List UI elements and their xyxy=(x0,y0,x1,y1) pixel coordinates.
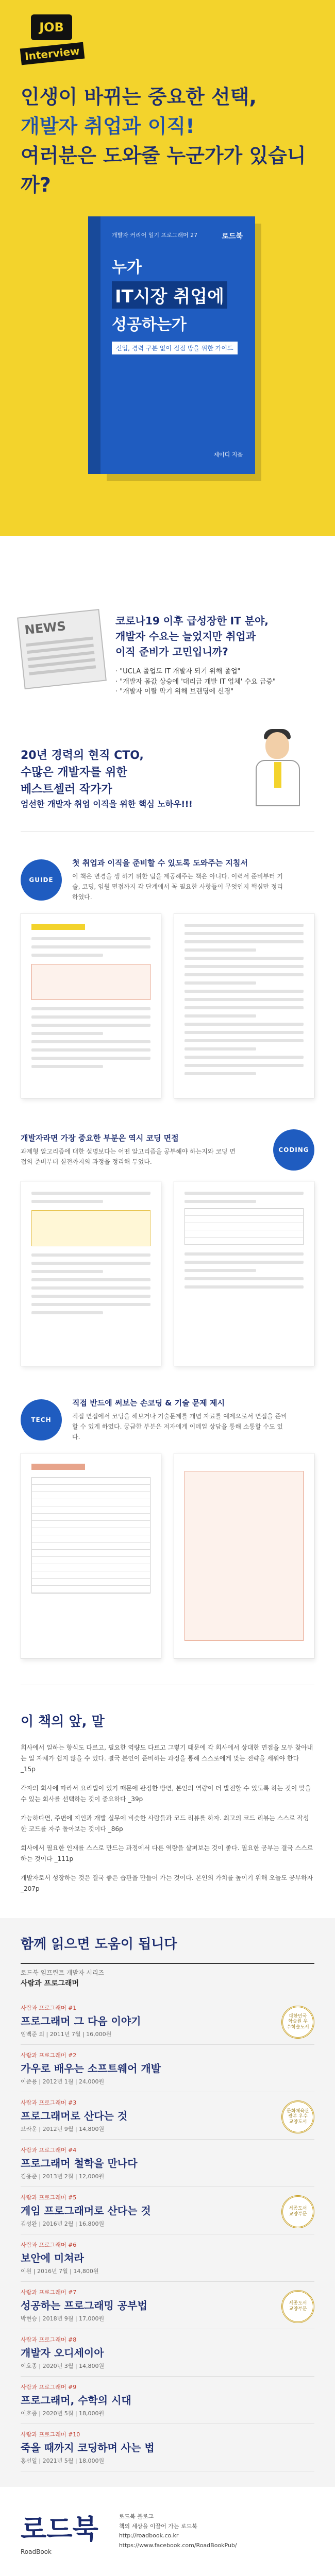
series-title: 함께 읽으면 도움이 됩니다 xyxy=(21,1936,177,1952)
intro-headline-line: 이직 준비가 고민입니까? xyxy=(115,646,228,658)
footer xyxy=(0,2487,335,2576)
series-item[interactable] xyxy=(21,2045,314,2092)
newspaper-icon xyxy=(17,609,107,689)
divider xyxy=(21,831,314,832)
feature-tech xyxy=(0,1382,335,1674)
series-item-title: 가우로 배우는 소프트웨어 개발 xyxy=(21,2062,161,2075)
intro-message xyxy=(21,747,193,810)
book-spine xyxy=(88,216,100,474)
series-item-meta: 이원 | 2016년 7월 | 14,800원 xyxy=(21,2267,99,2275)
intro-bullet: · "UCLA 졸업도 IT 개발자 되기 위해 졸업" xyxy=(115,667,276,677)
series-item[interactable] xyxy=(21,2329,314,2377)
series-item-meta: 박현승 | 2018년 9월 | 17,000원 xyxy=(21,2315,105,2322)
feature-desc: 직접 면접에서 코딩을 해보거나 기술문제를 개념 자료를 예제으로서 면접을 준비할 수 있게 하였다. 궁금한 부분은 저자에게 이메일 상담을 통해 소통할 수도 있다. xyxy=(72,1412,287,1441)
feature-coding xyxy=(0,1114,335,1382)
hero-question-line: 인생이 바뀌는 중요한 선택, xyxy=(21,86,257,108)
book-author: 제이디 지음 xyxy=(213,451,243,458)
series-item-no: 사람과 프로그래머 #2 xyxy=(21,2052,77,2059)
book-logo: 로드북 xyxy=(222,232,243,241)
page-preview xyxy=(21,913,161,1098)
intro-section xyxy=(0,592,335,821)
about-paragraph: 개발자로서 성장하는 것은 결국 좋은 습관을 만들어 가는 것이다. 본인의 가치를 높이기 위해 오늘도 공부하자 _207p xyxy=(21,1874,313,1892)
award-badge: 세종도서 교양부문 xyxy=(281,2195,314,2228)
hero-question-line: 여러분은 도와줄 누군가가 있습니까? xyxy=(21,144,306,196)
page-preview xyxy=(21,1453,161,1659)
series-item-no: 사람과 프로그래머 #3 xyxy=(21,2099,77,2106)
about-paragraph: 회사에서 일하는 향식도 다르고, 필요한 역량도 다르고 그렇기 때문에 각 회사에서 상대한 면접을 모두 찾아내는 일 자체가 쉽지 않을 수 있다. 결국 본인이 준비하는 과정을 통해 스스로에게 맞는 전략을 세워야 한다 _15p xyxy=(21,1743,313,1773)
series-item[interactable] xyxy=(21,2377,314,2424)
publisher-logo-sub: RoadBook xyxy=(21,2548,52,2555)
feature-title: 개발자라면 가장 중요한 부분은 역시 코딩 면접 xyxy=(21,1133,179,1143)
book-title-line2: IT시장 취업에 xyxy=(112,281,227,309)
newspaper-label: NEWS xyxy=(24,619,67,638)
series-item[interactable] xyxy=(21,2424,314,2471)
hero-question-line: 개발자 취업과 이직! xyxy=(21,115,195,138)
intro-bullet: · "개발자 몸값 상승에 '대리급 개발 IT 업체' 수요 급증" xyxy=(115,677,276,687)
series-item-no: 사람과 프로그래머 #5 xyxy=(21,2194,77,2201)
about-paragraph: 가능하다면, 주변에 지인과 개발 실무에 비슷한 사람들과 코드 리뷰를 하자. 최고의 코드 리뷰는 스스로 작성한 코드를 자주 돌아보는 것이다 _86p xyxy=(21,1814,309,1833)
publisher-link[interactable]: https://www.facebook.com/RoadBookPub/ xyxy=(119,2542,237,2549)
hero-bottom-band xyxy=(0,536,335,592)
award-badge: 세종도서 교양부문 xyxy=(281,2290,314,2323)
series-section xyxy=(0,1918,335,2487)
series-item-title: 프로그래머 철학을 만나다 xyxy=(21,2157,138,2170)
page-preview xyxy=(21,1181,161,1366)
job-interview-logo xyxy=(21,9,82,71)
series-item-meta: 이호종 | 2020년 3월 | 14,800원 xyxy=(21,2362,105,2369)
book-title-line1: 누가 xyxy=(112,259,142,277)
page-preview xyxy=(174,1453,314,1659)
series-item-no: 사람과 프로그래머 #8 xyxy=(21,2336,77,2343)
feature-tag: CODING xyxy=(273,1129,314,1171)
series-item-meta: 이호종 | 2020년 5월 | 18,000원 xyxy=(21,2410,105,2417)
series-item-title: 보안에 미쳐라 xyxy=(21,2251,84,2264)
series-item-title: 죽을 때까지 코딩하며 사는 법 xyxy=(21,2441,155,2454)
series-item-no: 사람과 프로그래머 #1 xyxy=(21,2004,77,2011)
about-paragraph: 회사에서 필요한 인재를 스스로 만드는 과정에서 다른 역량을 살펴보는 것이 좋다. 필요한 공부는 결국 스스로 하는 것이다 _111p xyxy=(21,1844,313,1862)
series-item-title: 프로그래머 그 다음 이야기 xyxy=(21,2014,141,2027)
about-section xyxy=(0,1696,335,1918)
series-item-meta: 브라운 | 2012년 9월 | 14,800원 xyxy=(21,2125,105,2132)
series-item-title: 프로그래머, 수학의 시대 xyxy=(21,2394,131,2406)
book-series: 개발자 커리어 일기 프로그래머 27 xyxy=(112,232,198,239)
series-item-no: 사람과 프로그래머 #9 xyxy=(21,2383,77,2391)
intro-message-line: 엄선한 개발자 취업 이직을 위한 핵심 노하우!!! xyxy=(21,799,193,809)
series-item-meta: 홍선일 | 2021년 5월 | 18,000원 xyxy=(21,2457,105,2464)
feature-tag: GUIDE xyxy=(21,859,62,901)
intro-message-line: 수많은 개발자를 위한 xyxy=(21,766,127,779)
book-cover xyxy=(80,216,265,484)
job-badge-bottom: Interview xyxy=(20,42,85,65)
series-header xyxy=(21,1963,314,1988)
series-item[interactable] xyxy=(21,2234,314,2282)
series-item-meta: 김용준 | 2013년 2월 | 12,000원 xyxy=(21,2173,105,2180)
intro-message-line: 20년 경력의 현직 CTO, xyxy=(21,749,144,762)
feature-title: 직접 반드에 써보는 손코딩 & 기술 문제 제시 xyxy=(72,1398,225,1408)
page-preview xyxy=(174,1181,314,1366)
series-item[interactable] xyxy=(21,2187,314,2234)
feature-tag: TECH xyxy=(21,1399,62,1440)
series-item[interactable] xyxy=(21,2092,314,2140)
series-item-meta: 임백준 외 | 2011년 7월 | 16,000원 xyxy=(21,2030,112,2038)
feature-desc: 과제형 알고리즘에 대한 설명보다는 어떤 알고리즘을 공부해야 하는지와 코딩 면접의 준비부터 실전까지의 과정을 정리해 두었다. xyxy=(21,1147,236,1166)
series-item[interactable] xyxy=(21,2282,314,2329)
publisher-link[interactable]: http://roadbook.co.kr xyxy=(119,2532,179,2539)
about-title: 이 책의 앞, 말 xyxy=(21,1714,105,1730)
intro-bullet: · "개발자 이탈 막기 위해 브랜딩에 신경" xyxy=(115,687,276,697)
publisher-logo xyxy=(21,2507,98,2555)
feature-title: 첫 취업과 이직을 준비할 수 있도록 도와주는 지침서 xyxy=(72,858,248,868)
book-front xyxy=(100,216,255,474)
series-item-title: 게임 프로그래머로 산다는 것 xyxy=(21,2204,151,2217)
series-item[interactable] xyxy=(21,2140,314,2187)
publisher-info-line: 로드북 블로그 xyxy=(119,2513,154,2520)
feature-desc: 이 책은 변경을 생 하기 위한 팁을 제공해주는 책은 아니다. 이력서 준비부터 기술, 코딩, 임원 면접까지 각 단계에서 꼭 필요한 사항들이 무엇인지 핵심만 정리하였다. xyxy=(72,872,283,901)
series-header-small: 로드북 임프린트 개발자 시리즈 xyxy=(21,1969,105,1976)
hero-section xyxy=(0,0,335,592)
series-item-meta: 김성완 | 2016년 2월 | 16,800원 xyxy=(21,2220,105,2227)
series-item-title: 개발자 오디세이아 xyxy=(21,2346,104,2359)
hero-question xyxy=(21,82,320,200)
series-item[interactable] xyxy=(21,1997,314,2045)
job-badge-top: JOB xyxy=(31,14,72,40)
cto-illustration xyxy=(237,728,314,810)
series-item-meta: 이준용 | 2012년 1월 | 24,000원 xyxy=(21,2078,105,2085)
page-preview xyxy=(174,913,314,1098)
series-item-no: 사람과 프로그래머 #7 xyxy=(21,2289,77,2296)
book-subtitle: 신입, 경력 구분 없이 점점 방을 위한 가이드 xyxy=(112,342,238,354)
about-paragraph: 각자의 회사에 따라서 요리법이 있기 때문에 판정한 방면, 본인의 역량이 더 발전할 수 있도록 하는 것이 맞을 수 있는 회사를 선택하는 것이 중요하다 _39p xyxy=(21,1784,311,1803)
publisher-logo-text: 로드북 xyxy=(21,2513,98,2545)
series-item-title: 성공하는 프로그래밍 공부법 xyxy=(21,2299,147,2312)
award-badge: 문화체육관광부 우수교양도서 xyxy=(281,2100,314,2133)
intro-bullets xyxy=(115,667,276,697)
series-item-title: 프로그래머로 산다는 것 xyxy=(21,2109,128,2122)
publisher-info-line: 책의 세상을 이끌어 가는 로드북 xyxy=(119,2522,197,2530)
series-item-no: 사람과 프로그래머 #4 xyxy=(21,2146,77,2154)
award-badge: 대한민국 학술원 우수학술도서 xyxy=(281,2006,314,2039)
publisher-info xyxy=(119,2512,237,2551)
intro-headline-line: 코로나19 이후 급성장한 IT 분야, xyxy=(115,615,269,627)
book-title-line3: 성공하는가 xyxy=(112,316,187,334)
series-header-main: 사람과 프로그래머 xyxy=(21,1979,79,1988)
series-item-no: 사람과 프로그래머 #10 xyxy=(21,2431,80,2438)
series-item-no: 사람과 프로그래머 #6 xyxy=(21,2241,77,2248)
intro-message-line: 베스트셀러 작가가 xyxy=(21,783,112,796)
feature-guide xyxy=(0,842,335,1114)
intro-headline xyxy=(115,613,276,659)
intro-headline-line: 개발자 수요는 늘었지만 취업과 xyxy=(115,630,256,642)
